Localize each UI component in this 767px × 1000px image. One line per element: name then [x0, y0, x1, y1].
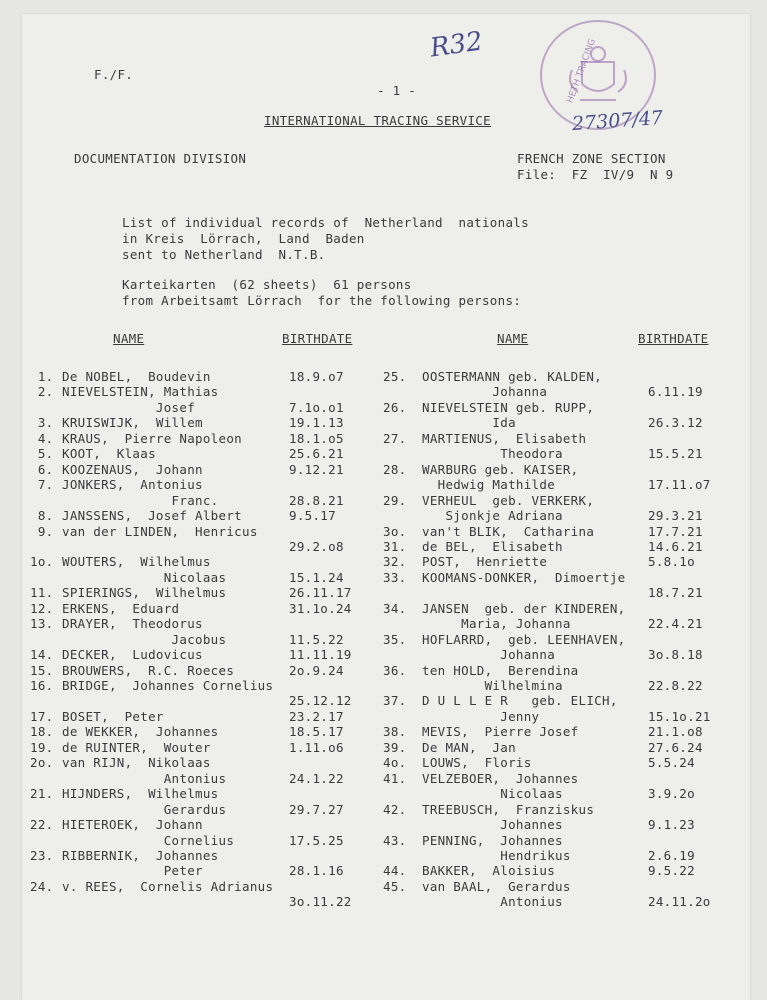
record-birthdate: 29.2.o8	[289, 538, 344, 554]
right-name-header: NAME	[497, 331, 529, 346]
left-name-header: NAME	[113, 331, 145, 346]
record-name: BROUWERS, R.C. Roeces	[62, 662, 235, 678]
record-birthdate: 24.1.22	[289, 770, 344, 786]
intro-line-3: sent to Netherland N.T.B.	[122, 247, 326, 262]
record-name: KOOZENAUS, Johann	[62, 461, 203, 477]
record-name: POST, Henriette	[422, 554, 548, 570]
record-number: 6.	[30, 461, 54, 477]
intro-line-4: Karteikarten (62 sheets) 61 persons	[122, 277, 412, 292]
intro-line-1: List of individual records of Netherland nationals	[122, 215, 529, 230]
right-birthdate-header: BIRTHDATE	[638, 331, 709, 346]
record-birthdate: 9.12.21	[289, 461, 344, 477]
record-name: Nicolaas	[422, 786, 563, 802]
record-number: 24.	[30, 878, 54, 894]
stamp-text: HETH TRACING	[565, 37, 599, 105]
record-number: 31.	[383, 538, 407, 554]
record-number: 4.	[30, 430, 54, 446]
record-name: Antonius	[422, 894, 563, 910]
record-name: NIEVELSTEIN, Mathias	[62, 384, 219, 400]
record-name: HIJNDERS, Wilhelmus	[62, 786, 219, 802]
record-name: KRAUS, Pierre Napoleon	[62, 430, 242, 446]
record-birthdate: 18.7.21	[648, 585, 703, 601]
record-birthdate: 15.5.21	[648, 446, 703, 462]
record-birthdate: 21.1.o8	[648, 724, 703, 740]
record-number: 11.	[30, 585, 54, 601]
record-number: 13.	[30, 616, 54, 632]
record-name: Peter	[62, 863, 203, 879]
record-number: 32.	[383, 554, 407, 570]
record-birthdate: 24.11.2o	[648, 894, 711, 910]
record-name: de WEKKER, Johannes	[62, 724, 219, 740]
record-birthdate: 29.7.27	[289, 801, 344, 817]
record-number: 8.	[30, 508, 54, 524]
record-name: van't BLIK, Catharina	[422, 523, 595, 539]
record-name: VELZEBOER, Johannes	[422, 770, 579, 786]
record-birthdate: 17.5.25	[289, 832, 344, 848]
record-name: MARTIENUS, Elisabeth	[422, 430, 587, 446]
record-number: 37.	[383, 693, 407, 709]
record-name: VERHEUL geb. VERKERK,	[422, 492, 595, 508]
record-number: 29.	[383, 492, 407, 508]
record-birthdate: 3o.11.22	[289, 894, 352, 910]
record-birthdate: 29.3.21	[648, 508, 703, 524]
record-number: 27.	[383, 430, 407, 446]
record-birthdate: 3o.8.18	[648, 647, 703, 663]
record-name: De NOBEL, Boudevin	[62, 369, 211, 384]
record-birthdate: 18.9.o7	[289, 369, 344, 384]
record-name: ERKENS, Eduard	[62, 600, 180, 616]
record-birthdate: 6.11.19	[648, 384, 703, 400]
record-name: van RIJN, Nikolaas	[62, 755, 211, 771]
record-number: 21.	[30, 786, 54, 802]
record-number: 5.	[30, 446, 54, 462]
record-birthdate: 23.2.17	[289, 708, 344, 724]
record-birthdate: 25.6.21	[289, 446, 344, 462]
division-label: DOCUMENTATION DIVISION	[74, 151, 247, 166]
record-number: 19.	[30, 739, 54, 755]
record-number: 28.	[383, 461, 407, 477]
record-number: 4o.	[383, 755, 407, 771]
record-name: OOSTERMANN geb. KALDEN,	[422, 369, 602, 384]
record-birthdate: 9.5.17	[289, 508, 336, 524]
record-name: DRAYER, Theodorus	[62, 616, 203, 632]
intro-line-2: in Kreis Lörrach, Land Baden	[122, 231, 365, 246]
record-birthdate: 2.6.19	[648, 847, 695, 863]
record-number: 3.	[30, 415, 54, 431]
record-name: Jenny	[422, 708, 540, 724]
record-name: Johanna	[422, 647, 556, 663]
record-number: 26.	[383, 399, 407, 415]
record-number: 44.	[383, 863, 407, 879]
record-number: 1.	[30, 369, 54, 384]
record-name: DECKER, Ludovicus	[62, 647, 203, 663]
record-birthdate: 25.12.12	[289, 693, 352, 709]
record-birthdate: 22.8.22	[648, 678, 703, 693]
record-number: 33.	[383, 569, 407, 585]
record-number: 2.	[30, 384, 54, 400]
record-name: Gerardus	[62, 801, 227, 817]
record-name: Jacobus	[62, 631, 227, 647]
record-name: Antonius	[62, 770, 227, 786]
record-birthdate: 2o.9.24	[289, 662, 344, 678]
record-name: HIETEROEK, Johann	[62, 817, 203, 833]
record-name: KRUISWIJK, Willem	[62, 415, 203, 431]
record-name: van der LINDEN, Henricus	[62, 523, 258, 539]
record-number: 34.	[383, 600, 407, 616]
record-name: JONKERS, Antonius	[62, 477, 203, 493]
record-name: Theodora	[422, 446, 563, 462]
record-number: 43.	[383, 832, 407, 848]
record-birthdate: 1.11.o6	[289, 739, 344, 755]
record-name: HOFLARRD, geb. LEENHAVEN,	[422, 631, 626, 647]
record-name: De MAN, Jan	[422, 739, 516, 755]
record-birthdate: 15.1o.21	[648, 708, 711, 724]
record-name: Josef	[62, 399, 196, 415]
record-birthdate: 9.5.22	[648, 863, 695, 879]
record-birthdate: 31.1o.24	[289, 600, 352, 616]
record-number: 23.	[30, 847, 54, 863]
handwritten-reference-number: 27307/47	[571, 106, 664, 136]
record-number: 35.	[383, 631, 407, 647]
record-name: RIBBERNIK, Johannes	[62, 847, 219, 863]
record-birthdate: 18.5.17	[289, 724, 344, 740]
record-name: TREEBUSCH, Franziskus	[422, 801, 595, 817]
record-name: Johanna	[422, 384, 548, 400]
left-birthdate-header: BIRTHDATE	[282, 331, 353, 346]
record-number: 39.	[383, 739, 407, 755]
record-birthdate: 26.3.12	[648, 415, 703, 431]
record-number: 2o.	[30, 755, 54, 771]
record-name: NIEVELSTEIN geb. RUPP,	[422, 399, 595, 415]
record-number: 3o.	[383, 523, 407, 539]
record-birthdate: 11.11.19	[289, 647, 352, 663]
record-birthdate: 11.5.22	[289, 631, 344, 647]
record-birthdate: 3.9.2o	[648, 786, 695, 802]
file-number: File: FZ IV/9 N 9	[517, 167, 674, 182]
record-name: BRIDGE, Johannes Cornelius	[62, 678, 274, 693]
record-number: 1o.	[30, 554, 54, 570]
record-name: Johannes	[422, 817, 563, 833]
record-number: 41.	[383, 770, 407, 786]
record-number: 14.	[30, 647, 54, 663]
record-number: 16.	[30, 678, 54, 693]
record-name: Hedwig Mathilde	[422, 477, 556, 493]
record-name: WOUTERS, Wilhelmus	[62, 554, 211, 570]
record-number: 9.	[30, 523, 54, 539]
record-name: Sjonkje Adriana	[422, 508, 563, 524]
record-number: 17.	[30, 708, 54, 724]
record-name: D U L L E R geb. ELICH,	[422, 693, 618, 709]
record-name: KOOT, Klaas	[62, 446, 156, 462]
file-reference: F./F.	[94, 67, 134, 82]
record-birthdate: 5.5.24	[648, 755, 695, 771]
document-title: INTERNATIONAL TRACING SERVICE	[264, 113, 491, 128]
record-name: KOOMANS-DONKER, Dimoertje	[422, 569, 626, 585]
record-birthdate: 7.1o.o1	[289, 399, 344, 415]
record-number: 38.	[383, 724, 407, 740]
record-birthdate: 5.8.1o	[648, 554, 695, 570]
record-birthdate: 22.4.21	[648, 616, 703, 632]
intro-line-5: from Arbeitsamt Lörrach for the following persons:	[122, 293, 522, 308]
record-name: de RUINTER, Wouter	[62, 739, 211, 755]
record-number: 18.	[30, 724, 54, 740]
record-name: WARBURG geb. KAISER,	[422, 461, 579, 477]
record-name: Ida	[422, 415, 516, 431]
record-name: JANSEN geb. der KINDEREN,	[422, 600, 626, 616]
record-name: de BEL, Elisabeth	[422, 538, 563, 554]
record-number: 12.	[30, 600, 54, 616]
handwritten-note: R32	[428, 26, 485, 64]
record-name: van BAAL, Gerardus	[422, 878, 571, 894]
record-number: 45.	[383, 878, 407, 894]
record-name: BAKKER, Aloisius	[422, 863, 556, 879]
section-label: FRENCH ZONE SECTION	[517, 151, 666, 166]
record-birthdate: 27.6.24	[648, 739, 703, 755]
record-birthdate: 15.1.24	[289, 569, 344, 585]
record-number: 36.	[383, 662, 407, 678]
record-number: 22.	[30, 817, 54, 833]
record-number: 15.	[30, 662, 54, 678]
record-name: Cornelius	[62, 832, 235, 848]
record-birthdate: 17.7.21	[648, 523, 703, 539]
page-number: - 1 -	[377, 83, 417, 98]
record-name: JANSSENS, Josef Albert	[62, 508, 242, 524]
record-birthdate: 9.1.23	[648, 817, 695, 833]
record-birthdate: 26.11.17	[289, 585, 352, 601]
record-name: Maria, Johanna	[422, 616, 571, 632]
record-name: Franc.	[62, 492, 219, 508]
record-number: 7.	[30, 477, 54, 493]
record-name: MEVIS, Pierre Josef	[422, 724, 579, 740]
record-birthdate: 19.1.13	[289, 415, 344, 431]
record-name: LOUWS, Floris	[422, 755, 532, 771]
record-birthdate: 28.8.21	[289, 492, 344, 508]
record-name: Hendrikus	[422, 847, 571, 863]
record-name: ten HOLD, Berendina	[422, 662, 579, 678]
record-birthdate: 28.1.16	[289, 863, 344, 879]
record-name: SPIERINGS, Wilhelmus	[62, 585, 227, 601]
record-name: Nicolaas	[62, 569, 227, 585]
record-name: PENNING, Johannes	[422, 832, 563, 848]
record-number: 42.	[383, 801, 407, 817]
record-birthdate: 17.11.o7	[648, 477, 711, 493]
record-name: BOSET, Peter	[62, 708, 164, 724]
record-number: 25.	[383, 369, 407, 384]
record-name: v. REES, Cornelis Adrianus	[62, 878, 274, 894]
record-birthdate: 14.6.21	[648, 538, 703, 554]
record-birthdate: 18.1.o5	[289, 430, 344, 446]
record-name: Wilhelmina	[422, 678, 563, 693]
